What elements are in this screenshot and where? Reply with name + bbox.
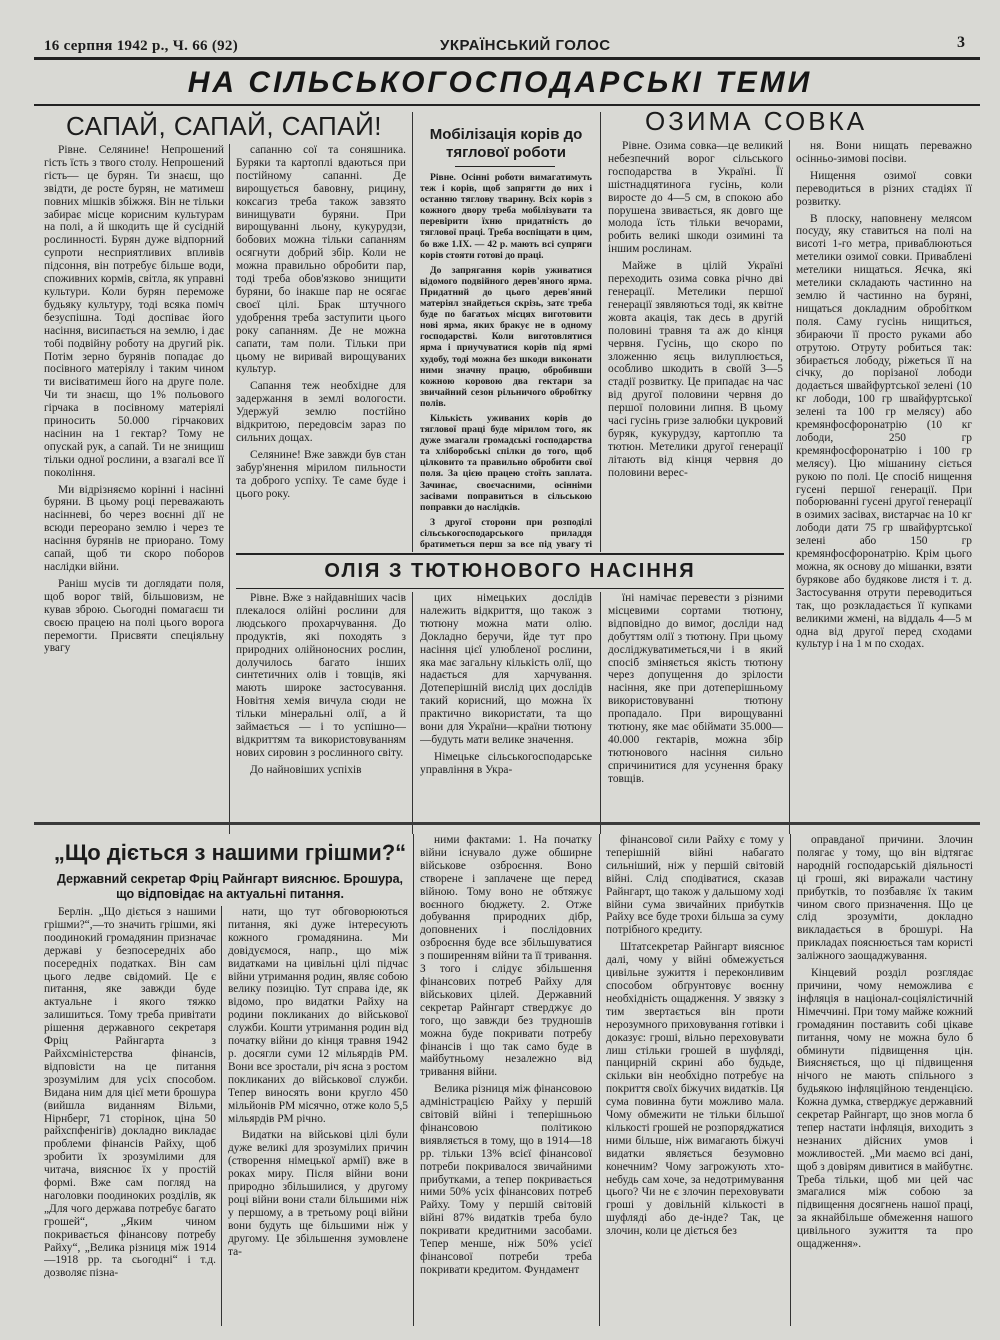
newspaper-name: УКРАЇНСЬКИЙ ГОЛОС [440,37,611,54]
article-subtitle-hroshi: Державний секретар Фріц Райнгарт вияснює. Брошура, що відповідає на актуальні питання. [56,872,403,901]
article-title-sapai: САПАЙ, САПАЙ, САПАЙ! [65,111,383,141]
column-divider [600,592,601,834]
column-divider [413,834,414,1326]
mobilization-text [420,172,592,550]
hroshi-column-1 [44,906,216,1326]
hroshi-column-3 [420,834,592,1326]
paragraph: нати, що тут обговорюються питання, які дуже інтересують кожного громадянина. Ми довідуємося, напр., що між видатками на цивільні цілі підчас війни утримання родин, являє собою велику позицію. Тут справа іде, як відомо, про видатки Райху на родини покликаних до військової служби. Кошти утримання родин від початку війни до кінця травня 1942 р. досягли суми 12 мільярдів РМ. Вони все зростали, річ ясна з ростом покликаних до військової служби. Тепер виносять вони круглo 450 мільйонів РМ місячно, отже коло 5,5 мільярдів РМ річно. [228,906,408,1125]
olia-column-1 [236,592,406,834]
ozyma-column-2 [796,140,972,834]
article-title-mobilization: Мобілізація корів до тяглової роботи [429,126,583,161]
hroshi-column-5 [797,834,973,1326]
paragraph: Ми відрізняємо корінні і насінні буряни. В цьому році переважають насінневі, бо через воєнні дії не всюди переорано землю і через те насіння бурянів не приорано. Тому сапай, щоб ти скоро поборов наслідки війни. [44,483,224,573]
paragraph: Німецьке сільськогосподарське управління в Укра- [420,750,592,776]
column-divider [599,834,600,1326]
header-date: 16 серпня 1942 р., Ч. 66 (92) [44,38,239,54]
column-divider [412,592,413,834]
paragraph: ня. Вони нищать переважно осінньо-зимові посіви. [796,140,972,165]
paragraph: оправданої причини. Злочин полягає у тому, що він відтягає народній господарській діяльності ці гроші, які виражали частину прибутків, то позбавляє їх таким чином свого призначення. Що це слід зрозуміти, докладно викладається в брошурі. На прикладах пояснюється там користі заліжного заощаджування. [797,834,973,963]
paragraph: Рівне. Озима совка—це великий небезпечний ворог сільського господарства в Україні. Її шістнадцятиногa гусінь, коли виросте до 4—5 см, в спокою або порушена звивається, як довго ще молода їсть тільки вечорами, робить великі шкоди озимині та іншим рослинам. [608,140,783,256]
column-divider [790,834,791,1326]
paragraph: Майже в цілій Україні переходить озима совка річно дві генерації. Метелики першої генерації зявляються тоді, як квітне жовта акація, так десь в другій половині травня та аж до кінця червня. Гусінь, що скоро по зложенню яєць вилуплюється, особливо шкодить в своїй 3—5 стадії розвитку. Це припадає на час від другої половини червня до першої половини липня. В цьому часі гусінь гризе залюбки цукровий буряк, кукурудзу, картоплю та тютюн. Метелики другої генерації літають від кінця червня до половини верес- [608,260,783,479]
article-title-hroshi: „Що діється з нашими грішми?“ [53,840,407,865]
column-divider [789,140,790,834]
section-title: НА СІЛЬСЬКОГОСПОДАРСЬКІ ТЕМИ [187,66,813,99]
paragraph: Кінцевий розділ розглядає причини, чому неможлива є інфляція в націонал-соціялістичній Німеччині. При тому майже кожний громадянин поставить собі цікаве питання, чому не можна було б обминути підвищення цін. Виясняється, що ці підвищення нічого не мають спільного з будьякою інфляційною тенденцією. Кожна думка, стверджує державний секретар Райнгарт, що знов могла б тепер настати інфляція, виходить з незнаних дійсних умов і можливостей. „Ми маємо всі дані, щоб з довірям дивитися в майбутнє. Треба тільки, щоб ми цей час змагалися між собою за підвищення досягнень нашої праці, за якнайбільше обмеження нашого цивільного зужиття та про ощадження». [797,967,973,1251]
column-divider [412,112,413,552]
olia-top-rule [236,553,784,555]
paragraph: До запрягання корів уживатися відомого подвійного дерев'яного ярма. Придатний до цього дерев'яний матеріял знайдеться скрізь, затє треба буде по багатьох місцях виготовити нові ярма, яких бракує не в одному господарстві. Коли виготовлятися ярма і приучуватися корів під ярмі худобу, тоді можна без шкоди виконати ними значну працю, обробивши кожною коровою два гектари за звичайний сезон рільничого обробітку полів. [420,264,592,409]
article-title-olia: ОЛІЯ З ТЮТЮНОВОГО НАСІННЯ [324,560,696,582]
title-underline [455,166,555,167]
paragraph: сапанню сої та соняшника. Буряки та картоплі вдаються при постійному сапанні. Де вирощується бавовну, рицину, коксагиз треба також завзято винищувати буряни. При вирощуванні льону, кукурудзи, бобових можна тільки сапанням осягнути добрий збір. Коли не можна правильно обробити пар, тоді треба обов'язково знищити буряни, бо інакше пар не осягає своєї цілі. Брак штучного удобрення треба заступити цього року сапанням. Де не можна сапати, там поли. Тільки при цьому не виривай вирощуваних культур. [236,144,406,376]
paragraph: Рівне. Вже з найдавніших часів плекалося олійні рослини для людського прохарчування. До продуктів, які походять з природних олійноносних рослин, долучилось багато інших синтетичних олів і товщів, які мають широке застосування. Новітня хемія вичула сюди не тільки мінеральні олії, а й займається — і то успішно—відкриттям та використовуванням нових сировин з рослинного світу. [236,592,406,759]
column-divider [221,906,222,1326]
header-rule [34,57,980,60]
sapai-column-1 [44,144,224,834]
paragraph: В плоску, наповнену мелясом посуду, яку ставиться на полі на висоті 1-го метра, приваблюються метелики озимої совки. Приваблені метелики нищаться. Яєчка, які метелики складають частинно на землю й частинно на бурянi, нищаться докладним обробітком поля. Саму гусінь нищиться, збираючи її просто руками або отрутою. Отруту робиться так: збирається лободу, ріжеться її на січку, до порізаної лободи додається швайфуртської зелені (10 кг лободи, 100 гр швайфуртської зелені та 100 гр меляcу) або кремянфосфоронатрію (10 кг лободи, 250 гр кремянфосфоронатрію і 100 гр меляcу). Цю мішанину сіється рукою по полі. Це спосіб нищення гусені першої генерації. При поборюванні гусені другої генерації в озимих засівах, вистарчає на 10 кг лободи дати 75 гр швайфуртської зелені або 150 гр кремянфосфоронатрію. Крім цього можна, як основу до мішанки, взяти бурякове або будякове листя і т. д. Застосування отрути переводиться так, що розкладається її купками великими жмені, на віддаль 4—5 м одна від другої перед сходами культур і на 1 м по сходах. [796,212,972,651]
column-divider [600,112,601,552]
article-title-ozyma: ОЗИМА СОВКА [644,106,868,136]
column-divider [229,144,230,834]
paragraph: цих німецьких дослідів належить відкриття, що також з тютюну можна мати олію. Докладно беручи, йде тут про насіння цієї улюбленої рослини, яка має загальну кількість олії, що надається для харчування. Дотеперішній вислід цих дослідів такий корисний, що можна їх практично використати, та що вони для України—країни тютюну—будуть мати велике значення. [420,592,592,746]
paragraph: Берлін. „Що діється з нашими грішми?“,—то значить грішми, які поодинокий громадянин призначає державі у безпосередніх або посередніх податках. Він сам цього ледве свідомий. Це є питання, яке завжди буде актуальне і якого тяжко залишиться. Тому треба привітати рішення державного секретаря Фріц Райнгарта з Райхсміністерства фінансів, відповісти на це питання зрозумілим для усіх способом. Видана ним для цієї мети брошура (вийшла виданням Вільми, Нірнберг, 71 сторінок, ціна 50 райхспфенігів) докладно викладає проблеми фінансів Райху, щоб зробити їх зрозумілими для читача, вияснює їх у простій формі. Вже сам погляд на наголовки поодиноких розділів, як „Для чого держава потребує багато грошей“, „Яким чином покривається фінансову потребу Райху“, „Велика різниця між 1914—1918 рр. та сьогодні“ і т.д. дозволяє пізна- [44,906,216,1280]
paragraph: Кількість уживаних корів до тяглової праці буде мірилом того, як дуже змагали громадські господарства та хліборобські спілки до того, щоб цілковито та правильно обробити свої поля. За цією працею стоїть заплата. Зачинає, своєчасними, осінніми засівами поправиться в сільською поправки до наслідків. [420,412,592,513]
hroshi-column-2 [228,906,408,1326]
ozyma-column-1 [608,140,783,552]
paragraph: Сапання теж необхідне для задержання в землі вологости. Удержуй землю постійно відкритою, передовсім зараз по сильних дощах. [236,380,406,444]
paragraph: Нищення озимої совки переводиться в різних стадіях її розвитку. [796,169,972,208]
page-number: 3 [957,34,965,51]
olia-column-2 [420,592,592,834]
paragraph: ними фактами: 1. На початку війни існувало дуже обширне військове озброєння. Воно створене і заплачене ще перед війною. Тому воно не обтяжує воєнного бюджету. 2. Отже добування природних дібр, доповнених і послідовних озброєння буде все збільшуватися з поширенням війни та її тривання. З того і слідує збільшення фінансових потреб Райху для військових цілей. Державний секретар Райнгарт стверджує до того, що завжди без трудношів можна буде покривати потребу фінансів і що так само буде в майбутньому незалежно від тривання війни. [420,834,592,1079]
paragraph: Раніш мусів ти доглядати поля, щоб ворог твій, більшовизм, не кував зброю. Сьогодні помагаєш ти своєю працею на полі цього ворога перемогти. Присвяти спеціяльну увагу [44,577,224,655]
paragraph: Штатсекретар Райнгарт вияснює далі, чому у війні обмежується цивільне зужиття і переконливим способом обґрунтовує воєнну необхідність ощадження. У звязку з тим звертається він проти нерозумного приховування готівки і доказує: гроші, вільно переховувати лиш стільки грошей в шуфляді, панцирній скрині або будьде, скільки він необхідно потребує на покриття своїх біжучих видатків. Ця сума повинна бути можливо мала. Чому обмежити не тільки більшої кількості грошей не розпоряджатися ними більше, ніж вимагають біжучі видатки являється безумовно конечним? Чому загрожують хто-небудь сам хоче, за недотримування цього? Чи не є злочин переховувати гроші у довільній кількості в шуфляді або де-інде? Так, це злочин, коли це діється без [606,941,784,1238]
paragraph: До найновіших успіхів [250,763,362,776]
paragraph: їні намічає перевести з різними місцевими сортами тютюну, відповідно до вимог, досліди над добуттям олії з тютюну. При цьому досліджуватиметься,чи і в який спосіб зміняється якість тютюну через допущення до зрілости насіння, яке при дотеперішньому використовуванні тютюну пропадало. При вирощуванні тютюну, яке має обіймати 35.000—40.000 гектарів, можна збір тютюнового насіння сильно спричинитися для усунення браку товщів. [608,592,783,785]
paragraph: Видатки на військові цілі були дуже великі для зрозумілих причин (створення німецької армії) вже в роках миру. Після війни вони природно збільшилися, у другому році війни вони стали більшими ніж у першому, а в третьому році війни вони будуть ще більшими ніж у другому. Це збільшення зумовлене та- [228,1129,408,1258]
bottom-section-rule [34,822,980,825]
olia-title-rule [236,588,784,589]
paragraph: Селянине! Вже завжди був стан забур'янення мірилом пильности та доброго успіху. Те саме буде і цього року. [236,448,406,500]
sapai-column-2 [236,144,406,564]
paragraph: Рівне. Осінні роботи вимагатимуть теж і корів, щоб запрягти до них і останню тяглову тварину. Всіх корів з кожного двору треба мобілізувати та перевірити їхню придатність до тяглової праці. Треба воспіщати в цим, бо вже 1.IX. — 42 р. мають всі супряги корів стояти готові до праці. [420,172,592,261]
olia-column-3 [608,592,783,834]
paragraph: Рівне. Селянине! Непрошений гість їсть з твого столу. Непрошений гість— це бурян. Ти знаєш, що звідти, де росте бурян, не матимеш повних мішків збіжжя. Він не тільки забирає місце корисним культурам на полі, а й шкодить ще й сусідній рослинності. Бурян дуже відпорний супроти несприятливих впливів підсоння, він потребує більше води, споживних кормів, світла, як управні культури. Коли бурян переможе будьяку культуру, тоді всяка поміч безуспішна. Тоді доспіває його насіння, висипається на землю, і дає тобі подвійну роботу на другий рік. Потім зерно бурянів попадає до посівного матеріялу і таким чином ти висіватимеш його на друге поле. Чи ти знаєш, що 1% польового гірчака в посівному матеріялі приносить 50.000 гірчакових насінин на 1 гектар? Тому не опускай рук, а сапай. Ти не знищиш тільки одної рослини, а взагалі все її покоління. [44,144,224,479]
paragraph: Велика різниця між фінансовою адміністрацією Райху у першій світовій війні і теперішньою фінансовою політикою виявляється в тому, що в 1914—18 рр. тільки 13% всієї фінансової потреби покривалося звичайними прибутками, а тепер покривається ними 50% усіх фінансових потреб Райху. Тому у першій світовій війні 87% видатків треба було покривати кредитними засобами. Тепер менше, ніж 50% усієї фінансової потреби треба покривати кредитом. Фундамент [420,1083,592,1276]
paragraph: З другої сторони при розподілі сільськогосподарського приладдя братиметься перш за все під увагу ті [420,516,592,550]
paragraph: фінансової сили Райху є тому у теперішній війні набагато сильніший, ніж у першій світовій війні. Слід сподіватися, сказав Райнгарт, що також у дальшому ході війни сума звичайних прибутків Райху все буде трохи більша за суму потрібного кредиту. [606,834,784,937]
hroshi-column-4 [606,834,784,1326]
